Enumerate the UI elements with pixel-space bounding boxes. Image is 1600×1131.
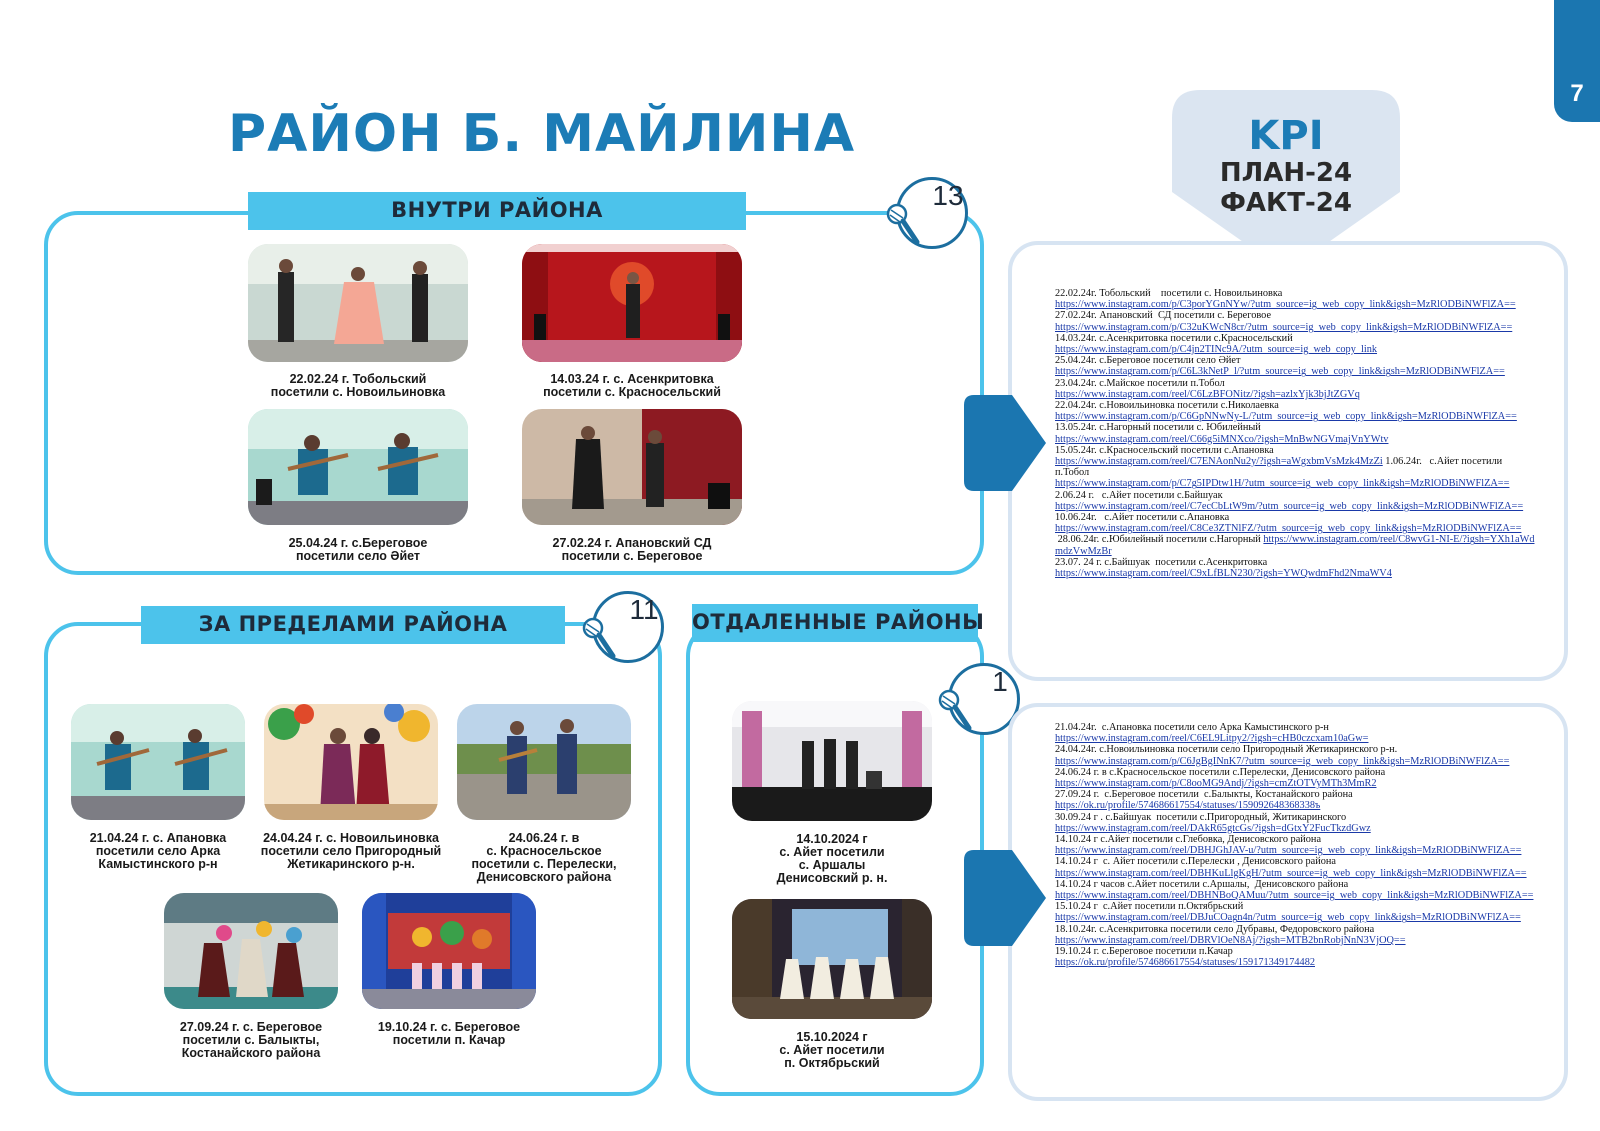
caption-line: с. Красносельское [486,844,602,858]
social-link[interactable]: https://www.instagram.com/p/C4jn2TINc9A/?utm_source=ig_web_copy_link [1055,344,1378,356]
social-link[interactable]: https://www.instagram.com/p/C3porYGnNYw/?utm_source=ig_web_copy_link&igsh=MzRlODBiNWFlZA== [1055,299,1516,311]
caption-line: Жетикаринского р-н. [287,857,415,871]
link-list-row [1055,456,1535,478]
social-link[interactable]: https://www.instagram.com/p/C7g5IPDtw1H/?utm_source=ig_web_copy_link&igsh=MzRlODBiNWFlZA== [1055,478,1510,490]
event-text: 27.09.24 г. с.Береговое посетили с.Балыкты, Костанайского района [1055,789,1353,801]
link-list-row [1055,789,1535,800]
event-text: 24.04.24г. с.Новоильиновка посетили село Пригородный Жетикаринского р-н. [1055,744,1398,756]
link-list-row [1055,935,1535,946]
caption-line: посетили с. Перелески, [471,857,617,871]
event-caption [357,1021,541,1047]
link-list-row [1055,411,1535,422]
link-list-row [1055,299,1535,310]
social-link[interactable]: https://ok.ru/profile/574686617554/statuses/159171349174482 [1055,957,1315,969]
caption-line: посетили с. Новоильиновка [270,385,446,399]
page-number: 7 [1570,80,1584,107]
link-list-row [1055,333,1535,344]
social-link[interactable]: https://www.instagram.com/reel/DBHJGhJAV-u/?utm_source=ig_web_copy_link&igsh=MzRlODBiNWFlZA== [1055,845,1522,857]
kpi-fact: ФАКТ-24 [1220,188,1352,218]
link-list-row [1055,834,1535,845]
remote-districts-banner: ОТДАЛЕННЫЕ РАЙОНЫ [692,604,978,642]
link-list-row [1055,756,1535,767]
event-caption [66,832,250,871]
link-list-row [1055,890,1535,901]
event-caption [159,1021,343,1060]
link-list-row [1055,957,1535,968]
link-list-row [1055,478,1535,489]
kpi-title: KPI [1248,113,1324,159]
link-list-row [1055,400,1535,411]
link-list-row [1055,767,1535,778]
inside-count-badge [896,177,968,249]
caption-line: Костанайского района [181,1046,321,1060]
caption-line: 21.04.24 г. с. Апановка [89,831,227,845]
event-text: 14.10.24 г с. Айет посетили с.Перелески , Денисовского района [1055,856,1336,868]
event-photo [248,244,468,362]
inside-district-banner: ВНУТРИ РАЙОНА [248,192,746,230]
social-link[interactable]: https://www.instagram.com/reel/DBJuCOagn4n/?utm_source=ig_web_copy_link&igsh=MzRlODBiNWFlZA== [1055,912,1521,924]
event-caption [248,373,468,399]
social-link[interactable]: https://www.instagram.com/p/C8ooMG9Andj/?igsh=cmZtOTVyMTh3MmR2 [1055,778,1377,790]
link-list-row [1055,366,1535,377]
link-list-row [1055,924,1535,935]
caption-line: посетили п. Качар [392,1033,506,1047]
links-list-inside [1055,288,1535,579]
caption-line: с. Айет посетили [779,1043,885,1057]
caption-line: п. Октябрьский [784,1056,880,1070]
link-list-row [1055,868,1535,879]
event-text: 23.07. 24 г. с.Байшуак посетили с.Асенкритовка [1055,556,1268,568]
caption-line: 15.10.2024 г [796,1030,868,1044]
caption-line: с. Айет посетили [779,845,885,859]
event-text: 2.06.24 г. с.Айет посетили с.Байшуак [1055,489,1223,501]
event-caption [248,537,468,563]
inside-count: 13 [932,180,964,211]
caption-line: с. Аршалы [798,858,866,872]
social-link[interactable]: https://www.instagram.com/p/C32uKWcN8cr/?utm_source=ig_web_copy_link&igsh=MzRlODBiNWFlZA== [1055,321,1513,333]
caption-line: посетили село Әйет [295,549,421,563]
link-list-row [1055,744,1535,755]
event-text: 22.02.24г. Тобольский посетили с. Новоильиновка [1055,288,1283,299]
event-caption [732,833,932,885]
caption-line: посетили село Арка [95,844,221,858]
event-text: 15.05.24г. с.Красносельский посетили с.Апановка [1055,444,1274,456]
arrow-chevron-icon [964,395,1048,491]
social-link[interactable]: https://www.instagram.com/reel/C7ecCbLtW9m/?utm_source=ig_web_copy_link&igsh=MzRlODBiNWFlZA== [1055,500,1524,512]
link-list-row [1055,288,1535,299]
event-text: 25.04.24г. с.Береговое посетили село Әйет [1055,355,1241,367]
event-text: 30.09.24 г . с.Байшуак посетили с.Пригородный, Житикаринского [1055,811,1347,823]
caption-line: 14.10.2024 г [796,832,868,846]
caption-line: 24.04.24 г. с. Новоильиновка [263,831,439,845]
page-title: РАЙОН Б. МАЙЛИНА [228,104,856,164]
page-number-tab [1554,0,1600,122]
event-caption [522,373,742,399]
link-list-row [1055,501,1535,512]
link-list-row [1055,355,1535,366]
link-list-row [1055,378,1535,389]
event-photo [457,704,631,820]
event-photo [248,409,468,525]
social-link[interactable]: https://www.instagram.com/reel/C8Ce3ZTNlFZ/?utm_source=ig_web_copy_link&igsh=MzRlODBiNWFlZA== [1055,523,1522,535]
social-link[interactable]: https://www.instagram.com/reel/C9xLfBLN230/?igsh=YWQwdmFhd2NmaWV4 [1055,568,1392,580]
link-list-row [1055,322,1535,333]
social-link[interactable]: https://www.instagram.com/reel/DBHNBoQAMuu/?utm_source=ig_web_copy_link&igsh=MzRlODBiNWFlZA== [1055,890,1534,902]
social-link[interactable]: https://www.instagram.com/reel/DBRVlOeN8Aj/?igsh=MTB2bnRobjNnN3VjOQ== [1055,934,1406,946]
event-text: 23.04.24г. с.Майское посетили п.Тобол [1055,377,1225,389]
outside-count: 11 [629,594,659,625]
link-list-row [1055,490,1535,501]
link-list-row [1055,856,1535,867]
social-link[interactable]: https://www.instagram.com/p/C6JgBgINnK7/?utm_source=ig_web_copy_link&igsh=MzRlODBiNWFlZA== [1055,755,1510,767]
link-list-row [1055,568,1535,579]
link-list-row [1055,722,1535,733]
links-list-outside [1055,722,1535,968]
link-list-row [1055,812,1535,823]
event-caption [452,832,636,884]
social-link[interactable]: https://www.instagram.com/reel/C66g5iMNXco/?igsh=MnBwNGVmajVnYWtv [1055,433,1389,445]
link-list-row [1055,422,1535,433]
event-text: 14.10.24 г с.Айет посетили с.Глебовка, Денисовского района [1055,834,1322,846]
event-photo [264,704,438,820]
social-link[interactable]: https://www.instagram.com/reel/C6EL9Litpy2/?igsh=cHB0czcxam10aGw= [1055,733,1369,745]
event-text: 18.10.24г. с.Асенкритовка посетили село Дубравы, Федоровского района [1055,923,1375,935]
social-link[interactable]: https://www.instagram.com/reel/C8wvG1-NI-E/?igsh=YXh1aWdmdzVwMzBr [1055,534,1535,557]
link-list-row [1055,310,1535,321]
caption-line: 24.06.24 г. в [508,831,580,845]
link-list-row [1055,434,1535,445]
event-photo [522,244,742,362]
link-list-row [1055,946,1535,957]
link-list-row [1055,845,1535,856]
remote-count: 1 [992,666,1008,697]
inside-district-panel [44,211,984,575]
event-text: 21.04.24г. с.Апановка посетили село Арка Камыстинского р-н [1055,722,1329,733]
link-list-row [1055,879,1535,890]
link-list-row [1055,557,1535,568]
event-text: 10.06.24г. с.Айет посетили с.Апановка [1055,512,1230,524]
event-photo [732,899,932,1019]
event-text: 1.06.24г. с.Айет посетили п.Тобол [1055,456,1505,479]
event-photo [362,893,536,1009]
caption-line: Денисовский р. н. [776,871,888,885]
link-list-row [1055,823,1535,834]
link-list-row [1055,523,1535,534]
event-photo [71,704,245,820]
event-text: 14.03.24г. с.Асенкритовка посетили с.Красносельский [1055,332,1293,344]
arrow-chevron-icon [964,850,1048,946]
link-list-row [1055,800,1535,811]
event-photo [732,701,932,821]
social-link[interactable]: https://www.instagram.com/reel/C7ENAonNu2y/?igsh=aWgxbmVsMzk4MzZi [1055,456,1383,468]
social-link[interactable]: https://www.instagram.com/reel/DAkR65gtcGs/?igsh=dGtxY2FucTkzdGwz [1055,822,1371,834]
event-text: 19.10.24 г. с.Береговое посетили п.Качар [1055,946,1233,958]
microphone-icon [885,202,921,246]
link-list-row [1055,912,1535,923]
event-caption [732,1031,932,1070]
microphone-icon [937,688,973,732]
caption-line: Денисовского района [476,870,612,884]
outside-count-badge [592,591,664,663]
caption-line: 22.02.24 г. Тобольский [289,372,427,386]
event-text: 27.02.24г. Апановский СД посетили с. Береговое [1055,310,1272,322]
link-list-row [1055,534,1535,556]
link-list-row [1055,389,1535,400]
link-list-row [1055,778,1535,789]
caption-line: Камыстинского р-н [98,857,218,871]
link-list-row [1055,733,1535,744]
caption-line: посетили с. Береговое [561,549,703,563]
event-text: 14.10.24 г часов с.Айет посетили с.Аршалы, Денисовского района [1055,878,1349,890]
social-link[interactable]: https://www.instagram.com/reel/C6LzBFONitz/?igsh=azlxYjk3bjJtZGVq [1055,388,1360,400]
event-text: 22.04.24г. с.Новоильиновка посетили с.Николаевка [1055,400,1279,412]
event-text: 15.10.24 г с.Айет посетили п.Октябрьский [1055,901,1244,913]
link-list-row [1055,512,1535,523]
event-text: 13.05.24г. с.Нагорный посетили с. Юбилейный [1055,422,1261,434]
event-caption [522,537,742,563]
event-photo [522,409,742,525]
outside-district-banner: ЗА ПРЕДЕЛАМИ РАЙОНА [141,606,565,644]
link-list-row [1055,901,1535,912]
caption-line: 27.09.24 г. с. Береговое [179,1020,323,1034]
caption-line: 27.02.24 г. Апановский СД [552,536,712,550]
event-caption [252,832,450,871]
caption-line: посетили с. Балыкты, [182,1033,320,1047]
social-link[interactable]: https://www.instagram.com/reel/DBHKuLlgKgH/?utm_source=ig_web_copy_link&igsh=MzRlODBiNWFlZA== [1055,867,1527,879]
kpi-plan: ПЛАН-24 [1219,158,1353,188]
caption-line: 19.10.24 г. с. Береговое [377,1020,521,1034]
event-text: 24.06.24 г. в с.Красносельское посетили с.Перелески, Денисовского района [1055,766,1386,778]
social-link[interactable]: https://www.instagram.com/p/C6GpNNwNy-L/?utm_source=ig_web_copy_link&igsh=MzRlODBiNWFlZA== [1055,411,1517,423]
caption-line: посетили село Пригородный [260,844,442,858]
event-photo [164,893,338,1009]
social-link[interactable]: https://ok.ru/profile/574686617554/statuses/159092648368338ъ [1055,800,1321,812]
caption-line: посетили с. Красносельский [543,385,721,399]
link-list-row [1055,344,1535,355]
microphone-icon [581,616,617,660]
caption-line: 14.03.24 г. с. Асенкритовка [550,372,714,386]
caption-line: 25.04.24 г. с.Береговое [288,536,428,550]
link-list-row [1055,445,1535,456]
event-text: 28.06.24г. с.Юбилейный посетили с.Нагорный [1055,534,1264,546]
social-link[interactable]: https://www.instagram.com/p/C6L3kNetP_l/?utm_source=ig_web_copy_link&igsh=MzRlODBiNWFlZA== [1055,366,1505,378]
